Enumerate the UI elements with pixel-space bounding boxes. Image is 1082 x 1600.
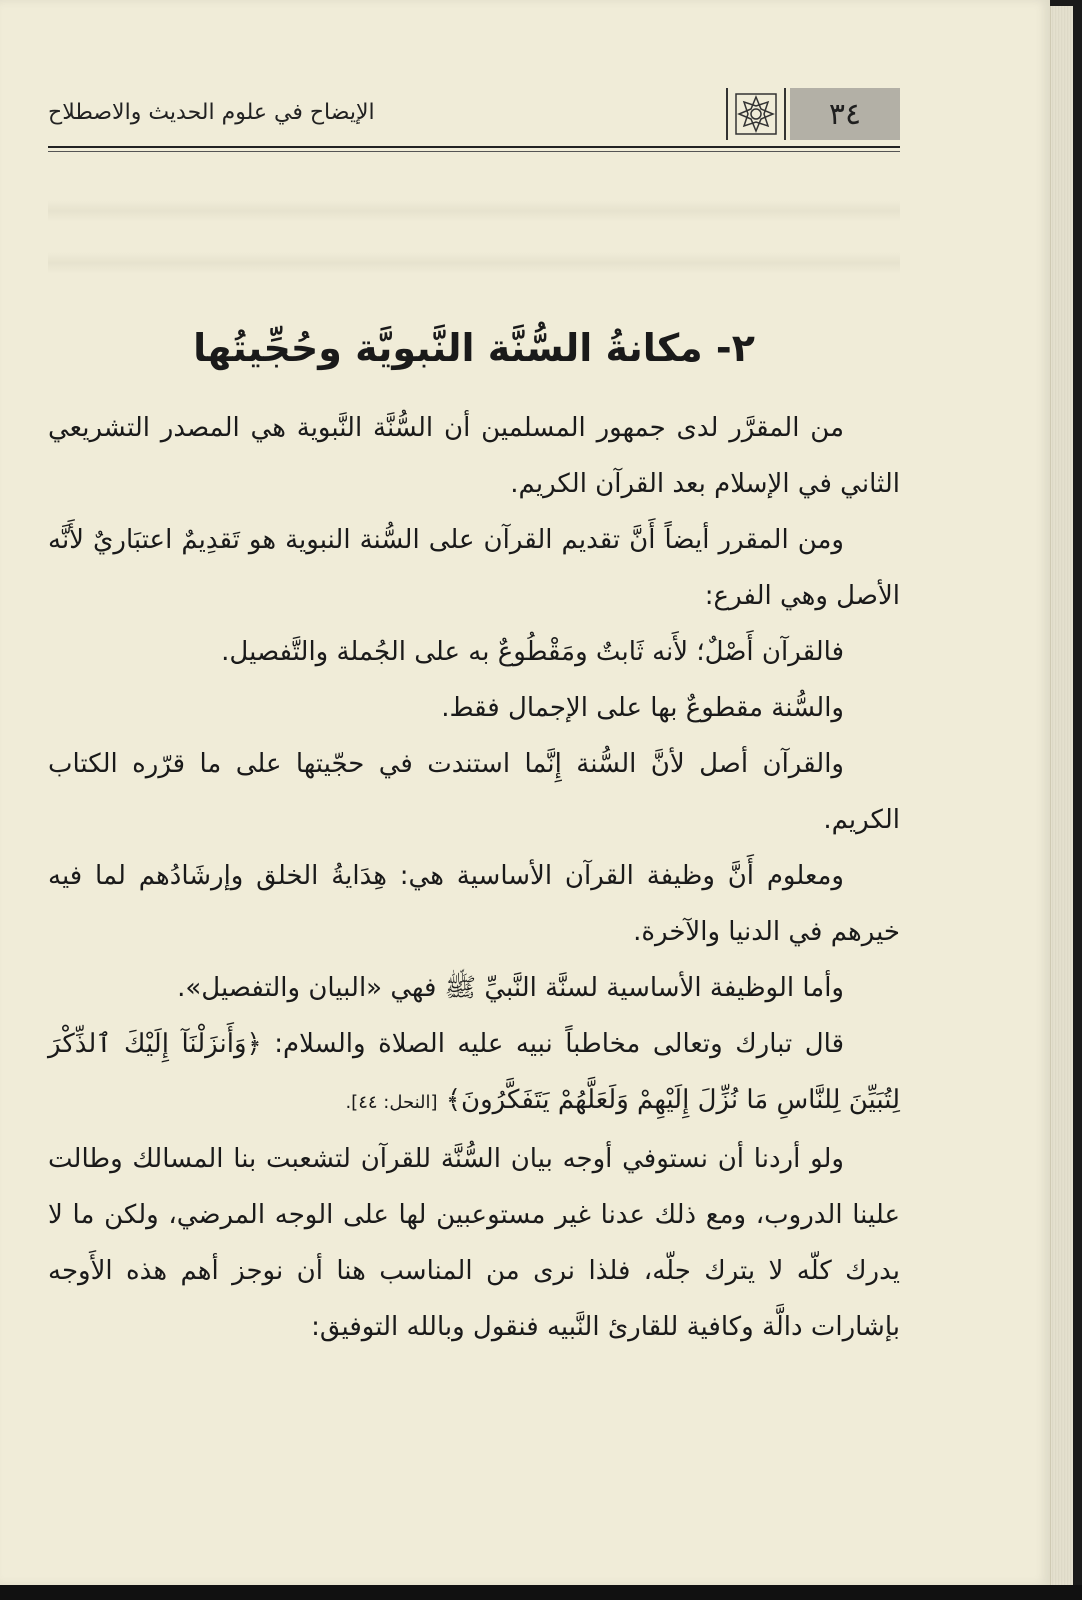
paragraph: ومعلوم أَنَّ وظيفة القرآن الأساسية هي: هِدَايةُ الخلق وإرشَادُهم لما فيه خيرهم في الدنيا والآخرة.	[48, 861, 900, 947]
page-header	[48, 88, 900, 144]
paragraph: ومن المقرر أيضاً أَنَّ تقديم القرآن على السُّنة النبوية هو تَقدِيمٌ اعتبَاريٌ لأَنَّه الأصل وهي الفرع:	[48, 525, 900, 611]
bottom-shadow	[0, 1585, 1082, 1600]
paragraph: من المقرَّر لدى جمهور المسلمين أن السُّنَّة النَّبوية هي المصدر التشريعي الثاني في الإسلام بعد القرآن الكريم.	[48, 413, 900, 499]
verse-citation: [النحل: ٤٤].	[345, 1092, 438, 1113]
page-number: ٣٤	[828, 96, 862, 132]
page-body	[48, 320, 900, 1355]
bleed-through-shadow	[48, 252, 900, 274]
bleed-through-shadow	[48, 200, 900, 222]
section-heading: ٢- مكانةُ السُّنَّة النَّبويَّة وحُجِّيتُها	[193, 326, 755, 370]
page-edge	[1050, 6, 1073, 1591]
paragraph: والقرآن أصل لأنَّ السُّنة إِنَّما استندت في حجّيتها على ما قرّره الكتاب الكريم.	[48, 749, 900, 835]
verse-intro: قال تبارك وتعالى مخاطباً نبيه عليه الصلاة والسلام:	[274, 1029, 844, 1059]
page-number-box	[790, 88, 900, 140]
verse-paragraph	[48, 1016, 900, 1131]
geometric-star-ornament-icon	[726, 88, 786, 140]
paragraph: وأما الوظيفة الأساسية لسنَّة النَّبيِّ ﷺ فهي «البيان والتفصيل».	[177, 973, 844, 1003]
paragraph: ولو أردنا أن نستوفي أوجه بيان السُّنَّة للقرآن لتشعبت بنا المسالك وطالت علينا الدروب، ومع ذلك عدنا غير مستوعبين لها على الوجه المرضي، ولكن ما لا يدرك كلّه لا يترك جلّه، فلذا نرى من المناسب هنا أن نوجز أهم هذه الأَوجه بإشارات دالَّة وكافية للقارئ النَّبيه فنقول وبالله التوفيق:	[48, 1144, 900, 1342]
header-rule-thin	[48, 151, 900, 152]
quran-verse: ﴿وَأَنزَلْنَآ إِلَيْكَ ٱلذِّكْرَ لِتُبَيِّنَ لِلنَّاسِ مَا نُزِّلَ إِلَيْهِمْ وَلَعَلَّهُمْ يَتَفَكَّرُونَ﴾	[48, 1029, 900, 1115]
paragraph: فالقرآن أَصْلٌ؛ لأَنه ثَابتٌ ومَقْطُوعٌ به على الجُملة والتَّفصيل.	[221, 637, 844, 667]
paragraph: والسُّنة مقطوعٌ بها على الإجمال فقط.	[441, 693, 844, 723]
book-title: الإيضاح في علوم الحديث والاصطلاح	[48, 100, 375, 125]
header-rule	[48, 146, 900, 148]
